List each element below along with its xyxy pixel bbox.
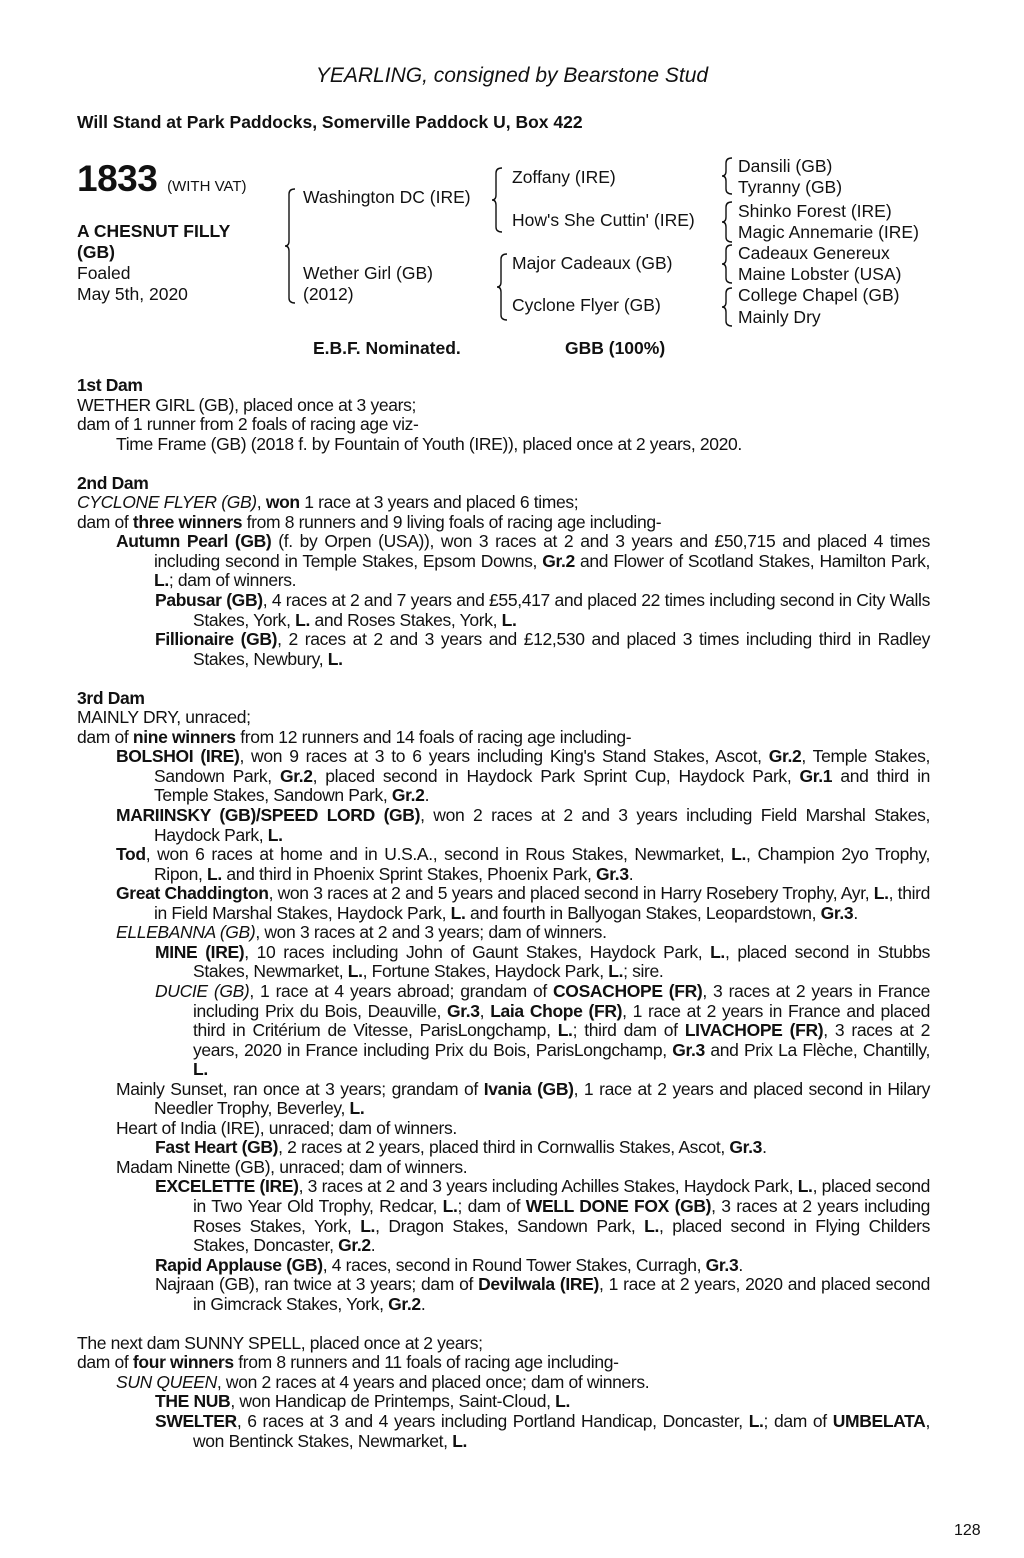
pedigree-gen4: Dansili (GB) — [738, 156, 833, 176]
highlight-text: L. — [797, 1176, 813, 1197]
highlight-text: nine winners — [132, 726, 236, 747]
highlight-text: Gr.2 — [279, 765, 313, 786]
pedigree-entry — [77, 708, 930, 728]
entry-text: , 4 races at 2 and 7 years and £55,417 and placed 22 times including second in City Walls Stakes, York, — [193, 590, 930, 630]
pedigree-entry — [77, 1119, 930, 1139]
page-number: 128 — [954, 1522, 981, 1539]
highlight-text: four winners — [132, 1352, 234, 1373]
entry-text: Mainly Sunset, ran once at 3 years; grandam of — [116, 1078, 484, 1099]
pedigree-entry — [77, 884, 930, 923]
brace-icon — [496, 253, 508, 321]
entry-text: and Prix La Flèche, Chantilly, — [704, 1039, 930, 1060]
highlight-text: Gr.2 — [388, 1293, 421, 1314]
highlight-text: three winners — [132, 511, 243, 532]
highlight-text: Fast Heart (GB) — [155, 1137, 279, 1158]
entry-text: , won 2 races at 4 years and placed once; dam of winners. — [216, 1371, 650, 1392]
entry-text: , 1 race at 2 years in France and placed third in Critérium de Vitesse, ParisLongchamp, — [193, 1000, 930, 1041]
entry-text: , won 3 races at 2 and 3 years; dam of winners. — [255, 922, 607, 943]
entry-text: . — [853, 902, 858, 923]
pedigree-entry — [77, 493, 930, 513]
highlight-text: EXCELETTE (IRE) — [155, 1176, 299, 1197]
highlight-text: Fillionaire (GB) — [155, 629, 278, 650]
pedigree-entry — [77, 591, 930, 630]
pedigree-entry — [77, 845, 930, 884]
entry-text: and third in Temple Stakes, Sandown Park, — [154, 765, 930, 806]
brace-icon — [721, 157, 733, 195]
highlight-text: BOLSHOI (IRE) — [116, 746, 240, 767]
pedigree-entry — [77, 806, 930, 845]
highlight-text: Gr.3 — [447, 1000, 480, 1021]
pedigree-entry — [77, 1138, 930, 1158]
entry-text: , 3 races at 2 years in France including Prix du Bois, Deauville, — [193, 980, 930, 1021]
pedigree-gen4: Tyranny (GB) — [738, 177, 843, 197]
entry-text: , placed second in Haydock Park Sprint Cup, Haydock Park, — [312, 765, 800, 786]
pedigree-entry — [77, 1353, 930, 1373]
entry-text: dam of — [77, 726, 133, 747]
entry-text: , — [479, 1000, 491, 1021]
highlight-text: won — [265, 492, 300, 513]
highlight-text: L. — [450, 902, 466, 923]
highlight-text: WELL DONE FOX (GB) — [525, 1195, 712, 1216]
entry-text: , Dragon Stakes, Sandown Park, — [375, 1215, 645, 1236]
brace-icon — [284, 188, 296, 304]
highlight-text: L. — [608, 961, 624, 982]
entry-text: dam of — [77, 511, 133, 532]
entry-text: from 8 runners and 11 foals of racing age including- — [233, 1352, 619, 1373]
ebf-nominated: E.B.F. Nominated. — [313, 338, 461, 358]
entry-text: , won 6 races at home and in U.S.A., second in Rous Stakes, Newmarket, — [145, 844, 732, 865]
entry-text: ; dam of winners. — [168, 570, 297, 591]
entry-text: , 1 race at 2 years, 2020 and placed second in Gimcrack Stakes, York, — [193, 1274, 930, 1314]
highlight-text: Great Chaddington — [116, 883, 269, 904]
pedigree-section — [77, 474, 930, 669]
highlight-text: L. — [442, 1195, 458, 1216]
brace-icon — [721, 201, 733, 243]
entry-text: 1 race at 3 years and placed 6 times; — [299, 492, 579, 513]
entry-text: , 4 races, second in Round Tower Stakes, Curragh, — [322, 1254, 706, 1275]
entry-text: , — [256, 492, 266, 513]
highlight-text: Laia Chope (FR) — [490, 1000, 623, 1021]
entry-text: WETHER GIRL (GB), placed once at 3 years; — [77, 394, 417, 415]
entry-text: , 3 races at 2 and 3 years including Achilles Stakes, Haydock Park, — [298, 1176, 798, 1197]
pedigree-entry — [77, 1334, 930, 1354]
entry-text: and Roses Stakes, York, — [309, 609, 502, 630]
entry-text: , 1 race at 2 years and placed second in Hilary Needler Trophy, Beverley, — [154, 1078, 931, 1119]
brace-icon — [491, 167, 503, 233]
entry-text: ; third dam of — [572, 1020, 685, 1041]
entry-text: , won 9 races at 3 to 6 years including King's Stand Stakes, Ascot, — [239, 746, 769, 767]
highlight-text: SWELTER — [155, 1410, 237, 1431]
highlight-text: Gr.3 — [729, 1137, 763, 1158]
italic-text: DUCIE (GB) — [155, 980, 250, 1001]
highlight-text: L. — [295, 609, 310, 630]
entry-text: , Temple Stakes, Sandown Park, — [154, 746, 930, 786]
highlight-text: THE NUB — [155, 1391, 231, 1412]
pedigree-dam-year: (2012) — [303, 284, 354, 304]
pedigree-entry — [77, 396, 930, 416]
pedigree-dam-sire: Major Cadeaux (GB) — [512, 253, 673, 273]
entry-text: , 10 races including John of Gaunt Stakes, Haydock Park, — [244, 941, 711, 962]
entry-text: , placed second in Stubbs Stakes, Newmarket, — [193, 941, 930, 982]
highlight-text: Gr.3 — [820, 902, 854, 923]
pedigree-dam: Wether Girl (GB) — [303, 263, 433, 283]
lot-description-country: (GB) — [77, 242, 115, 262]
entry-text: Najraan (GB), ran twice at 3 years; dam of — [155, 1274, 479, 1295]
highlight-text: L. — [873, 883, 889, 904]
highlight-text: L. — [748, 1410, 764, 1431]
entry-text: , 6 races at 3 and 4 years including Portland Handicap, Doncaster, — [236, 1410, 749, 1431]
gbb-note: GBB (100%) — [565, 338, 666, 358]
highlight-text: L. — [360, 1215, 376, 1236]
catalogue-body — [77, 376, 930, 1451]
pedigree-entry — [77, 1373, 930, 1393]
entry-text: Heart of India (IRE), unraced; dam of winners. — [116, 1117, 457, 1138]
foaled-label: Foaled — [77, 263, 131, 283]
highlight-text: COSACHOPE (FR) — [553, 980, 703, 1001]
highlight-text: L. — [555, 1391, 570, 1412]
entry-text: The next dam SUNNY SPELL, placed once at 2 years; — [77, 1332, 483, 1353]
entry-text: , 3 races at 2 years including Roses Stakes, York, — [193, 1195, 931, 1236]
entry-text: . — [370, 1235, 376, 1256]
highlight-text: MARIINSKY (GB)/SPEED LORD (GB) — [116, 805, 421, 826]
pedigree-sire: Washington DC (IRE) — [303, 187, 471, 207]
pedigree-entry — [77, 747, 930, 806]
entry-text: ; dam of — [457, 1195, 526, 1216]
page-title: YEARLING, consigned by Bearstone Stud — [315, 64, 709, 87]
pedigree-entry — [77, 982, 930, 1080]
pedigree-entry — [77, 513, 930, 533]
pedigree-gen4: Cadeaux Genereux — [738, 243, 890, 263]
pedigree-entry — [77, 415, 930, 435]
entry-text: , won Handicap de Printemps, Saint-Cloud, — [230, 1391, 556, 1412]
entry-text: ; sire. — [623, 961, 664, 982]
pedigree-section — [77, 1334, 930, 1451]
highlight-text: L. — [710, 941, 725, 962]
stand-location: Will Stand at Park Paddocks, Somerville Paddock U, Box 422 — [77, 112, 583, 132]
entry-text: and fourth in Ballyogan Stakes, Leopardstown, — [465, 902, 821, 923]
highlight-text: L. — [501, 609, 517, 630]
entry-text: , Champion 2yo Trophy, Ripon, — [154, 844, 930, 884]
highlight-text: L. — [557, 1020, 573, 1041]
highlight-text: Gr.3 — [672, 1039, 705, 1060]
pedigree-gen4: Magic Annemarie (IRE) — [738, 222, 919, 242]
pedigree-section — [77, 376, 930, 454]
pedigree-entry — [77, 1275, 930, 1314]
entry-text: , third in Field Marshal Stakes, Haydock Park, — [154, 883, 930, 923]
pedigree-entry — [77, 943, 930, 982]
entry-text: , placed second in Two Year Old Trophy, Redcar, — [193, 1176, 930, 1216]
pedigree-sire-sire: Zoffany (IRE) — [512, 167, 616, 187]
highlight-text: UMBELATA — [832, 1410, 926, 1431]
vat-note: (WITH VAT) — [167, 178, 247, 195]
highlight-text: L. — [207, 863, 222, 884]
highlight-text: Gr.2 — [338, 1235, 371, 1256]
foaled-date: May 5th, 2020 — [77, 284, 188, 304]
entry-text: Madam Ninette (GB), unraced; dam of winners. — [116, 1156, 468, 1177]
highlight-text: Gr.2 — [768, 746, 802, 767]
highlight-text: Pabusar (GB) — [155, 590, 263, 611]
highlight-text: Tod — [116, 844, 146, 865]
highlight-text: L. — [644, 1215, 660, 1236]
pedigree-entry — [77, 728, 930, 748]
highlight-text: MINE (IRE) — [155, 941, 245, 962]
italic-text: ELLEBANNA (GB) — [116, 922, 256, 943]
highlight-text: L. — [327, 648, 343, 669]
highlight-text: L. — [452, 1430, 468, 1451]
pedigree-entry — [77, 1392, 930, 1412]
pedigree-gen4: Maine Lobster (USA) — [738, 264, 902, 284]
brace-icon — [721, 287, 733, 327]
highlight-text: Autumn Pearl (GB) — [116, 531, 272, 552]
pedigree-entry — [77, 630, 930, 669]
pedigree-entry — [77, 435, 930, 455]
highlight-text: Devilwala (IRE) — [478, 1274, 599, 1295]
entry-text: , placed second in Flying Childers Stakes, Doncaster, — [193, 1215, 930, 1256]
entry-text: . — [424, 785, 430, 806]
pedigree-entry — [77, 923, 930, 943]
pedigree-entry — [77, 1158, 930, 1178]
highlight-text: Gr.3 — [596, 863, 629, 884]
pedigree-entry — [77, 1256, 930, 1276]
entry-text: (f. by Orpen (USA)), won 3 races at 2 and 3 years and £50,715 and placed 4 times including second in Temple Stakes, Epsom Downs, — [154, 531, 930, 571]
pedigree-entry — [77, 1080, 930, 1119]
pedigree-gen4: Mainly Dry — [738, 307, 821, 327]
pedigree-entry — [77, 1412, 930, 1451]
highlight-text: L. — [154, 570, 169, 591]
section-heading: 1st Dam — [77, 375, 143, 395]
highlight-text: L. — [267, 824, 283, 845]
entry-text: , 2 races at 2 and 3 years and £12,530 and placed 3 times including third in Radley Stakes, Newbury, — [193, 629, 930, 669]
pedigree-dam-dam: Cyclone Flyer (GB) — [512, 295, 661, 315]
entry-text: . — [738, 1254, 743, 1275]
entry-text: , won 3 races at 2 and 5 years and placed second in Harry Rosebery Trophy, Ayr, — [268, 883, 874, 904]
highlight-text: Gr.3 — [705, 1254, 739, 1275]
entry-text: MAINLY DRY, unraced; — [77, 707, 251, 728]
highlight-text: LIVACHOPE (FR) — [684, 1020, 824, 1041]
pedigree-gen4: College Chapel (GB) — [738, 285, 900, 305]
entry-text: , won 2 races at 2 and 3 years including Field Marshal Stakes, Haydock Park, — [154, 805, 930, 845]
section-heading: 2nd Dam — [77, 472, 149, 493]
highlight-text: Rapid Applause (GB) — [155, 1254, 323, 1275]
pedigree-entry — [77, 1177, 930, 1255]
italic-text: SUN QUEEN — [116, 1371, 217, 1392]
lot-description: A CHESNUT FILLY — [77, 221, 231, 241]
italic-text: CYCLONE FLYER (GB) — [77, 492, 257, 513]
pedigree-entry — [77, 532, 930, 591]
highlight-text: L. — [193, 1059, 208, 1080]
highlight-text: L. — [349, 1098, 365, 1119]
pedigree-sire-dam: How's She Cuttin' (IRE) — [512, 210, 695, 230]
entry-text: . — [628, 863, 634, 884]
entry-text: , 3 races at 2 years, 2020 in France including Prix du Bois, ParisLongchamp, — [193, 1020, 930, 1060]
section-heading: 3rd Dam — [77, 687, 145, 708]
entry-text: , 1 race at 4 years abroad; grandam of — [249, 980, 554, 1001]
lot-number-block — [77, 158, 247, 200]
pedigree-gen4: Shinko Forest (IRE) — [738, 201, 892, 221]
entry-text: dam of 1 runner from 2 foals of racing age viz- — [77, 414, 419, 435]
entry-text: , won Bentinck Stakes, Newmarket, — [193, 1410, 930, 1451]
entry-text: . — [762, 1137, 767, 1158]
entry-text: Time Frame (GB) (2018 f. by Fountain of Youth (IRE)), placed once at 2 years, 2020. — [116, 433, 742, 454]
entry-text: from 8 runners and 9 living foals of racing age including- — [242, 511, 662, 532]
pedigree-section — [77, 689, 930, 1315]
lot-number: 1833 — [77, 158, 158, 199]
highlight-text: Gr.2 — [542, 550, 575, 571]
entry-text: , Fortune Stakes, Haydock Park, — [362, 961, 609, 982]
entry-text: . — [420, 1293, 426, 1314]
entry-text: , 2 races at 2 years, placed third in Cornwallis Stakes, Ascot, — [278, 1137, 730, 1158]
entry-text: dam of — [77, 1352, 133, 1373]
brace-icon — [721, 244, 733, 284]
highlight-text: Gr.1 — [799, 765, 833, 786]
highlight-text: Ivania (GB) — [483, 1078, 574, 1099]
highlight-text: L. — [347, 961, 363, 982]
entry-text: ; dam of — [763, 1410, 833, 1431]
entry-text: and Flower of Scotland Stakes, Hamilton Park, — [574, 550, 930, 571]
highlight-text: L. — [731, 844, 747, 865]
highlight-text: Gr.2 — [391, 785, 425, 806]
entry-text: from 12 runners and 14 foals of racing age including- — [235, 726, 632, 747]
entry-text: and third in Phoenix Sprint Stakes, Phoenix Park, — [221, 863, 597, 884]
